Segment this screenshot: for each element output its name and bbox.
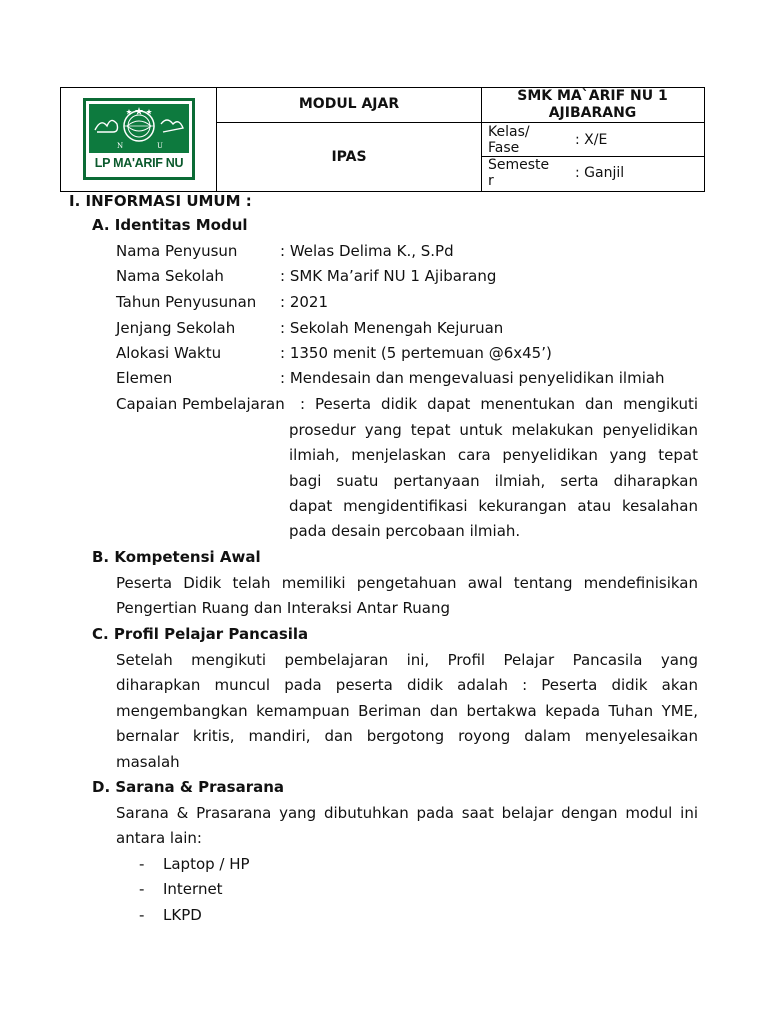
capaian-line-1: : Peserta didik dapat menentukan dan mengikuti [300,395,698,413]
svg-text:U: U [157,142,163,150]
list-item: Internet [163,880,223,898]
logo-emblem [89,104,189,153]
list-item: LKPD [163,906,202,924]
label-nama-sekolah: Nama Sekolah [116,267,224,285]
semester-value: : Ganjil [575,165,625,181]
kelas-label-2: Fase [488,140,520,156]
capaian-line-3: ilmiah, menjelaskan cara penyelidikan yang tepat [289,446,698,464]
bullet-dash: - [139,855,145,873]
profil-line-4: bernalar kritis, mandiri, dan bergotong royong dalam menyelesaikan [116,727,698,745]
value-nama-sekolah: : SMK Ma’arif NU 1 Ajibarang [280,267,497,285]
list-item: Laptop / HP [163,855,250,873]
heading-kompetensi-awal: B. Kompetensi Awal [92,548,261,566]
profil-line-5: masalah [116,753,180,771]
kelas-value: : X/E [575,132,608,148]
bullet-dash: - [139,906,145,924]
profil-line-3: mengembangkan kemampuan Beriman dan bertakwa kepada Tuhan YME, [116,702,698,720]
profil-line-2: diharapkan muncul pada peserta didik adalah : Peserta didik akan [116,676,698,694]
capaian-line-4: bagi suatu pertanyaan ilmiah, serta diharapkan [289,472,698,490]
logo-text: LP MA'ARIF NU [94,156,184,170]
label-jenjang-sekolah: Jenjang Sekolah [116,319,236,337]
value-alokasi-waktu: : 1350 menit (5 pertemuan @6x45’) [280,344,552,362]
school-name-line1: SMK MA`ARIF NU 1 [517,88,668,104]
heading-identitas-modul: A. Identitas Modul [92,216,248,234]
logo-cell [61,88,217,191]
heading-sarana-prasarana: D. Sarana & Prasarana [92,778,285,796]
capaian-line-5: dapat mengidentifikasi kekurangan atau kesalahan [289,497,698,515]
label-tahun-penyusunan: Tahun Penyusunan [116,293,257,311]
value-jenjang-sekolah: : Sekolah Menengah Kejuruan [280,319,504,337]
school-name-line2: AJIBARANG [548,105,637,121]
subject-name: IPAS [331,149,367,165]
capaian-line-6: pada desain percobaan ilmiah. [289,522,521,540]
value-tahun-penyusunan: : 2021 [280,293,328,311]
profil-line-1: Setelah mengikuti pembelajaran ini, Profil Pelajar Pancasila yang [116,651,698,669]
value-elemen: : Mendesain dan mengevaluasi penyelidikan ilmiah [280,369,665,387]
section-informasi-umum: I. INFORMASI UMUM : [69,192,252,210]
capaian-line-2: prosedur yang tepat untuk melakukan penyelidikan [289,421,698,439]
kompetensi-line-1: Peserta Didik telah memiliki pengetahuan awal tentang mendefinisikan [116,574,698,592]
svg-text:N: N [117,142,124,150]
value-nama-penyusun: : Welas Delima K., S.Pd [280,242,454,260]
label-nama-penyusun: Nama Penyusun [116,242,238,260]
label-elemen: Elemen [116,369,173,387]
kompetensi-line-2: Pengertian Ruang dan Interaksi Antar Ruang [116,599,450,617]
heading-profil-pelajar: C. Profil Pelajar Pancasila [92,625,309,643]
sarana-line-1: Sarana & Prasarana yang dibutuhkan pada saat belajar dengan modul ini [116,804,698,822]
lp-maarif-nu-logo [83,98,195,180]
label-capaian-pembelajaran: Capaian Pembelajaran [116,395,285,413]
kelas-label-1: Kelas/ [488,124,530,140]
modul-title: MODUL AJAR [298,96,400,112]
bullet-dash: - [139,880,145,898]
label-alokasi-waktu: Alokasi Waktu [116,344,222,362]
sarana-line-2: antara lain: [116,829,202,847]
header-table [60,87,705,192]
semester-label-1: Semeste [488,157,550,173]
row-divider [217,122,704,123]
semester-label-2: r [488,173,494,189]
